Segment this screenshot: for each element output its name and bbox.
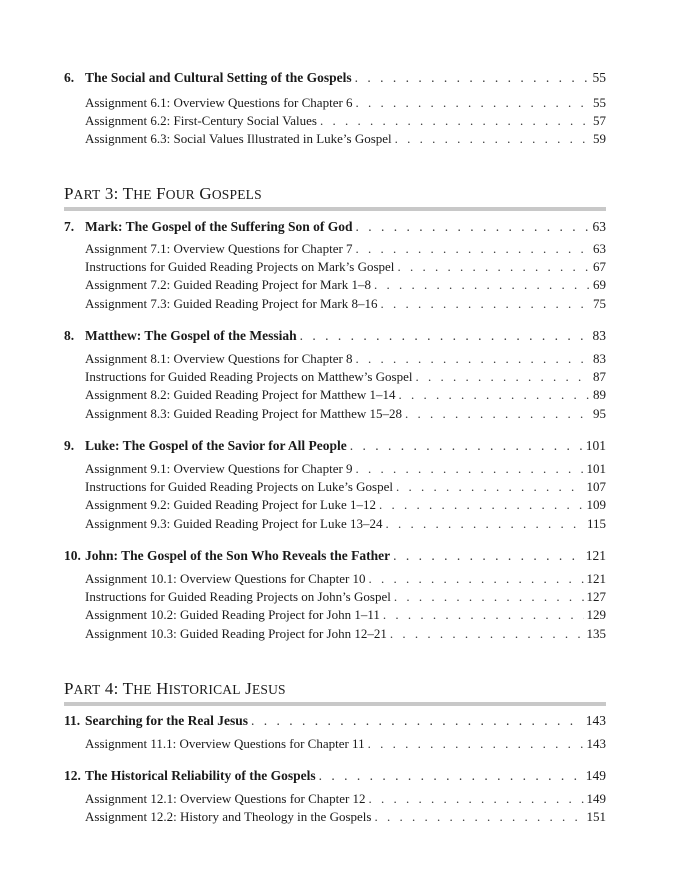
dot-leader	[415, 369, 590, 385]
toc-item[interactable]	[85, 241, 606, 257]
item-title: Assignment 7.2: Guided Reading Project for Mark 1–8	[85, 277, 371, 292]
toc-item[interactable]	[85, 461, 606, 477]
page-number: 149	[585, 768, 606, 783]
toc-item[interactable]	[85, 113, 606, 129]
dot-leader	[350, 438, 583, 454]
toc-item[interactable]	[85, 131, 606, 147]
dot-leader	[374, 277, 590, 293]
page-number: 67	[593, 259, 606, 274]
page-number: 55	[592, 70, 606, 85]
item-title: Assignment 6.3: Social Values Illustrated in Luke’s Gospel	[85, 131, 392, 146]
heading-smallcaps: OUR	[165, 187, 195, 202]
heading-letter: J	[240, 679, 252, 698]
toc-item[interactable]	[85, 571, 606, 587]
item-title: Assignment 10.3: Guided Reading Project for John 12–21	[85, 626, 387, 641]
item-title: Assignment 11.1: Overview Questions for Chapter 11	[85, 736, 365, 751]
part-4-heading	[64, 679, 606, 699]
toc-chapter-10[interactable]	[64, 548, 606, 564]
toc-chapter-6[interactable]	[64, 70, 606, 86]
toc-item[interactable]	[85, 626, 606, 642]
dot-leader	[380, 296, 590, 312]
item-title: Instructions for Guided Reading Projects on Mark’s Gospel	[85, 259, 395, 274]
toc-chapter-12[interactable]	[64, 768, 606, 784]
section-divider	[64, 207, 606, 211]
heading-letter: G	[194, 184, 212, 203]
toc-chapter-11[interactable]	[64, 713, 606, 729]
toc-item[interactable]	[85, 351, 606, 367]
page-number: 109	[586, 497, 606, 512]
toc-chapter-7[interactable]	[64, 219, 606, 235]
part-3-heading	[64, 184, 606, 204]
section-divider	[64, 702, 606, 706]
toc-item[interactable]	[85, 406, 606, 422]
page-number: 135	[586, 626, 606, 641]
page-number: 55	[593, 95, 606, 110]
toc-item[interactable]	[85, 809, 606, 825]
item-title: Assignment 12.1: Overview Questions for Chapter 12	[85, 791, 366, 806]
item-title: Assignment 10.2: Guided Reading Project for John 1–11	[85, 607, 380, 622]
page-number: 129	[586, 607, 606, 622]
page-number: 83	[592, 328, 606, 343]
heading-smallcaps: HE	[133, 187, 152, 202]
item-title: Assignment 9.3: Guided Reading Project for Luke 13–24	[85, 516, 383, 531]
toc-item[interactable]	[85, 497, 606, 513]
dot-leader	[374, 809, 583, 825]
toc-item[interactable]	[85, 277, 606, 293]
dot-leader	[356, 461, 584, 477]
item-title: Assignment 6.1: Overview Questions for Chapter 6	[85, 95, 353, 110]
page-number: 143	[586, 736, 606, 751]
page-number: 127	[586, 589, 606, 604]
toc-item[interactable]	[85, 479, 606, 495]
dot-leader	[300, 328, 590, 344]
page-number: 75	[593, 296, 606, 311]
item-title: Assignment 9.1: Overview Questions for Chapter 9	[85, 461, 353, 476]
chapter-number: 11.	[64, 713, 81, 728]
page-number: 63	[593, 241, 606, 256]
dot-leader	[251, 713, 583, 729]
dot-leader	[396, 479, 584, 495]
page-number: 121	[585, 548, 606, 563]
heading-smallcaps: ESUS	[251, 682, 286, 697]
dot-leader	[379, 497, 583, 513]
dot-leader	[395, 131, 590, 147]
page-number: 121	[586, 571, 606, 586]
heading-letter: P	[64, 184, 74, 203]
item-title: Assignment 8.1: Overview Questions for Chapter 8	[85, 351, 353, 366]
page-number: 143	[585, 713, 606, 728]
chapter-title: Searching for the Real Jesus	[85, 713, 248, 728]
dot-leader	[386, 516, 584, 532]
chapter-title: Matthew: The Gospel of the Messiah	[85, 328, 297, 343]
dot-leader	[383, 607, 584, 623]
heading-smallcaps: ART	[73, 682, 101, 697]
item-title: Instructions for Guided Reading Projects on John’s Gospel	[85, 589, 391, 604]
item-title: Instructions for Guided Reading Projects on Luke’s Gospel	[85, 479, 393, 494]
dot-leader	[355, 70, 590, 86]
page-number: 107	[586, 479, 606, 494]
toc-item[interactable]	[85, 516, 606, 532]
page-number: 151	[586, 809, 606, 824]
dot-leader	[397, 259, 590, 275]
dot-leader	[393, 548, 583, 564]
heading-letter: F	[151, 184, 166, 203]
page-number: 101	[586, 461, 606, 476]
heading-smallcaps: OSPELS	[211, 187, 262, 202]
page-number: 101	[585, 438, 606, 453]
chapter-title: The Historical Reliability of the Gospels	[85, 768, 316, 783]
chapter-number: 6.	[64, 70, 75, 85]
page-number: 95	[593, 406, 606, 421]
toc-item[interactable]	[85, 95, 606, 111]
toc-item[interactable]	[85, 369, 606, 385]
toc-item[interactable]	[85, 791, 606, 807]
item-title: Assignment 7.1: Overview Questions for Chapter 7	[85, 241, 353, 256]
toc-item[interactable]	[85, 387, 606, 403]
dot-leader	[390, 626, 584, 642]
item-title: Assignment 8.2: Guided Reading Project for Matthew 1–14	[85, 387, 396, 402]
dot-leader	[356, 219, 590, 235]
page-number: 63	[592, 219, 606, 234]
item-title: Assignment 7.3: Guided Reading Project for Mark 8–16	[85, 296, 378, 311]
page-number: 57	[593, 113, 606, 128]
heading-letter: H	[151, 679, 169, 698]
dot-leader	[369, 791, 584, 807]
dot-leader	[394, 589, 584, 605]
chapter-title: The Social and Cultural Setting of the Gospels	[85, 70, 352, 85]
chapter-title: Mark: The Gospel of the Suffering Son of God	[85, 219, 353, 234]
dot-leader	[356, 95, 590, 111]
chapter-title: Luke: The Gospel of the Savior for All People	[85, 438, 347, 453]
item-title: Assignment 12.2: History and Theology in the Gospels	[85, 809, 372, 824]
page-number: 115	[586, 516, 606, 531]
page-number: 59	[593, 131, 606, 146]
chapter-number: 10.	[64, 548, 81, 563]
page-number: 83	[593, 351, 606, 366]
heading-letter: 3: T	[100, 184, 134, 203]
item-title: Assignment 10.1: Overview Questions for Chapter 10	[85, 571, 366, 586]
dot-leader	[368, 736, 584, 752]
heading-letter: 4: T	[100, 679, 134, 698]
item-title: Assignment 9.2: Guided Reading Project for Luke 1–12	[85, 497, 377, 512]
item-title: Assignment 6.2: First-Century Social Values	[85, 113, 317, 128]
dot-leader	[399, 387, 590, 403]
chapter-number: 9.	[64, 438, 75, 453]
chapter-number: 12.	[64, 768, 81, 783]
item-title: Assignment 8.3: Guided Reading Project for Matthew 15–28	[85, 406, 403, 421]
dot-leader	[356, 351, 590, 367]
toc-item[interactable]	[85, 607, 606, 623]
dot-leader	[356, 241, 590, 257]
heading-smallcaps: ART	[73, 187, 101, 202]
toc-item[interactable]	[85, 296, 606, 312]
heading-smallcaps: HE	[133, 682, 152, 697]
chapter-title: John: The Gospel of the Son Who Reveals the Father	[85, 548, 391, 563]
heading-letter: P	[64, 679, 74, 698]
heading-smallcaps: ISTORICAL	[168, 682, 241, 697]
dot-leader	[319, 768, 583, 784]
toc-item[interactable]	[85, 259, 606, 275]
chapter-number: 8.	[64, 328, 75, 343]
item-title: Instructions for Guided Reading Projects on Matthew’s Gospel	[85, 369, 413, 384]
dot-leader	[405, 406, 590, 422]
dot-leader	[320, 113, 590, 129]
dot-leader	[369, 571, 584, 587]
toc-item[interactable]	[85, 736, 606, 752]
page-number: 149	[586, 791, 606, 806]
toc-item[interactable]	[85, 589, 606, 605]
toc-chapter-8[interactable]	[64, 328, 606, 344]
toc-chapter-9[interactable]	[64, 438, 606, 454]
page-number: 87	[593, 369, 606, 384]
chapter-number: 7.	[64, 219, 75, 234]
page-number: 69	[593, 277, 606, 292]
page-number: 89	[593, 387, 606, 402]
